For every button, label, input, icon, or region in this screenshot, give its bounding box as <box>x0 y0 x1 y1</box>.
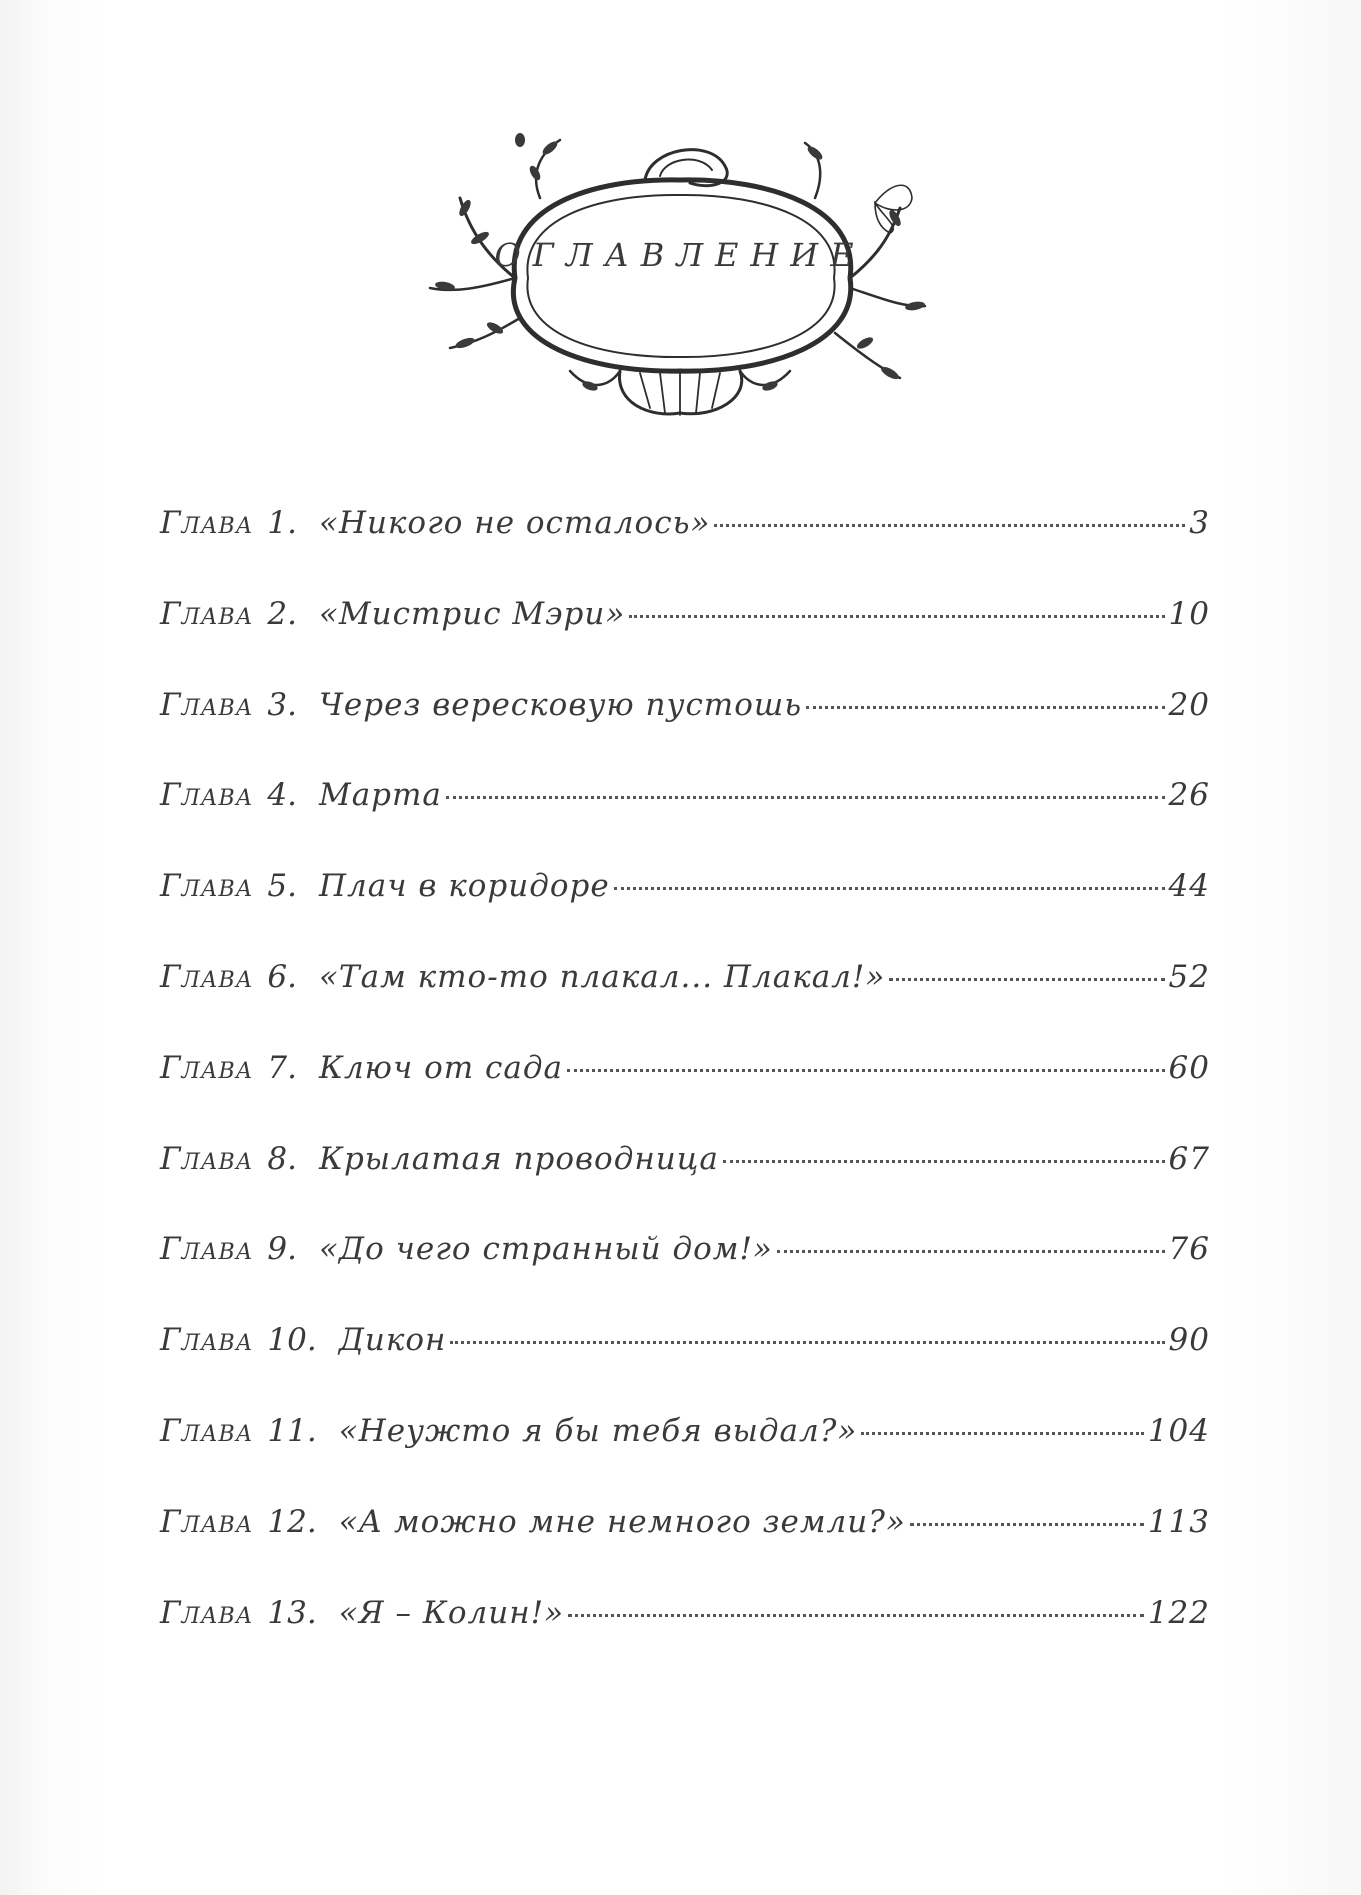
chapter-title: Через вересковую пустошь <box>318 686 803 723</box>
page-number: 52 <box>1168 958 1210 995</box>
chapter-title: Ключ от сада <box>318 1049 563 1086</box>
toc-entry <box>160 687 1210 778</box>
toc-entry <box>160 1141 1210 1232</box>
toc-entry <box>160 596 1210 687</box>
toc-entry <box>160 505 1210 596</box>
page-number: 90 <box>1168 1322 1210 1359</box>
page-number: 104 <box>1147 1412 1210 1449</box>
chapter-label: Глава <box>160 958 254 995</box>
toc-entry <box>160 777 1210 868</box>
chapter-title: «Мистрис Мэри» <box>318 595 626 632</box>
dot-leader <box>568 1614 1144 1617</box>
chapter-title: Крылатая проводница <box>318 1140 719 1177</box>
chapter-title: «А можно мне немного земли?» <box>338 1503 906 1540</box>
dot-leader <box>614 887 1165 890</box>
dot-leader <box>629 615 1164 618</box>
chapter-label: Глава <box>160 1503 254 1540</box>
dot-leader <box>806 706 1164 709</box>
dot-leader <box>910 1523 1144 1526</box>
chapter-number: 1. <box>267 505 297 541</box>
chapter-number: 7. <box>267 1049 297 1086</box>
chapter-title: «Никого не осталось» <box>318 505 711 541</box>
chapter-number: 6. <box>267 958 297 995</box>
dot-leader <box>861 1432 1143 1435</box>
dot-leader <box>777 1250 1165 1253</box>
chapter-label: Глава <box>160 1412 254 1449</box>
chapter-number: 4. <box>267 777 297 814</box>
toc-entry <box>160 1595 1210 1686</box>
toc-entry <box>160 1231 1210 1322</box>
chapter-label: Глава <box>160 868 254 905</box>
chapter-label: Глава <box>160 505 254 541</box>
toc-entry <box>160 959 1210 1050</box>
chapter-title: Дикон <box>338 1322 447 1359</box>
toc-entry <box>160 1413 1210 1504</box>
chapter-label: Глава <box>160 1049 254 1086</box>
page-number: 60 <box>1168 1049 1210 1086</box>
chapter-number: 10. <box>267 1322 317 1359</box>
page-number: 122 <box>1147 1594 1210 1631</box>
chapter-number: 9. <box>267 1231 297 1268</box>
chapter-label: Глава <box>160 686 254 723</box>
chapter-number: 5. <box>267 868 297 905</box>
toc-entry <box>160 1050 1210 1141</box>
chapter-label: Глава <box>160 1231 254 1268</box>
chapter-title: Марта <box>318 777 442 814</box>
chapter-label: Глава <box>160 595 254 632</box>
toc-entry <box>160 1504 1210 1595</box>
chapter-label: Глава <box>160 1322 254 1359</box>
page-number: 44 <box>1168 868 1210 905</box>
chapter-title: «Там кто-то плакал... Плакал!» <box>318 958 886 995</box>
dot-leader <box>450 1341 1164 1344</box>
chapter-number: 3. <box>267 686 297 723</box>
toc-entry <box>160 868 1210 959</box>
page-title: ОГЛАВЛЕНИЕ <box>494 236 866 274</box>
page-number: 26 <box>1168 777 1210 814</box>
page-number: 76 <box>1168 1231 1210 1268</box>
page-number: 10 <box>1168 595 1210 632</box>
chapter-number: 13. <box>267 1594 317 1631</box>
chapter-title: «До чего странный дом!» <box>318 1231 773 1268</box>
chapter-label: Глава <box>160 1594 254 1631</box>
chapter-number: 2. <box>267 595 297 632</box>
dot-leader <box>889 978 1164 981</box>
page-number: 113 <box>1147 1503 1210 1540</box>
dot-leader <box>723 1160 1165 1163</box>
dot-leader <box>567 1069 1165 1072</box>
chapter-number: 11. <box>267 1412 317 1449</box>
chapter-label: Глава <box>160 777 254 814</box>
page-number: 67 <box>1168 1140 1210 1177</box>
chapter-title: Плач в коридоре <box>318 868 610 905</box>
page-number: 20 <box>1168 686 1210 723</box>
chapter-title: «Я – Колин!» <box>338 1594 565 1631</box>
chapter-label: Глава <box>160 1140 254 1177</box>
toc-entry <box>160 1322 1210 1413</box>
chapter-number: 8. <box>267 1140 297 1177</box>
chapter-number: 12. <box>267 1503 317 1540</box>
chapter-title: «Неужто я бы тебя выдал?» <box>338 1412 858 1449</box>
dot-leader <box>714 524 1185 527</box>
dot-leader <box>446 796 1165 799</box>
table-of-contents <box>160 505 1210 1685</box>
page-number: 3 <box>1189 505 1210 541</box>
